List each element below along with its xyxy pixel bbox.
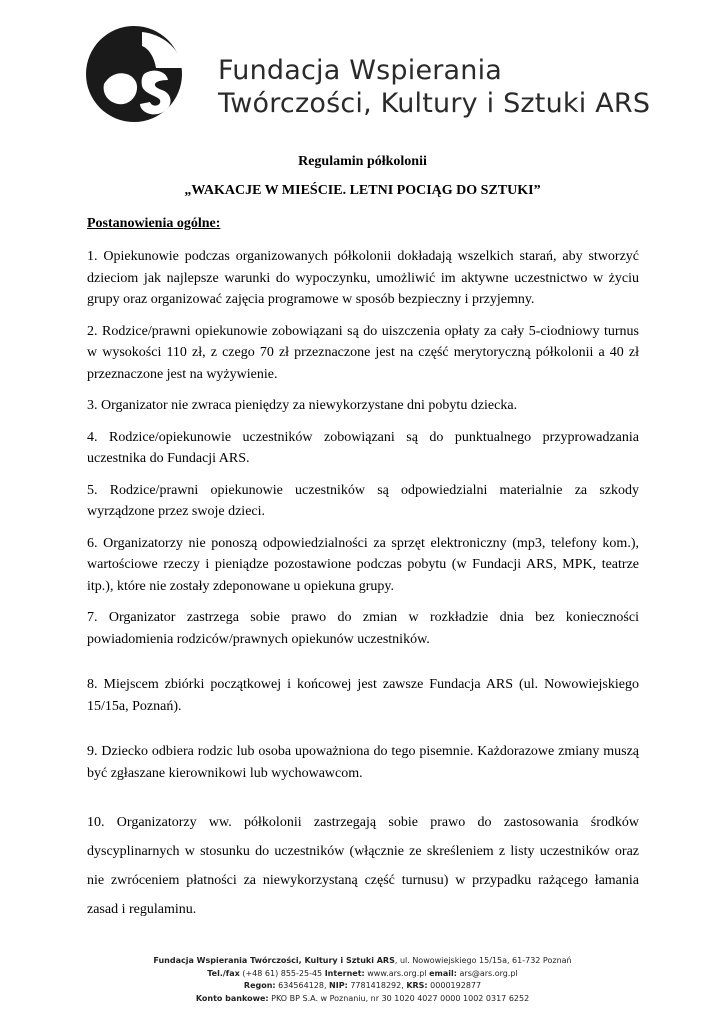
regulation-item: 3. Organizator nie zwraca pieniędzy za niewykorzystane dni pobytu dziecka. xyxy=(87,398,518,413)
regulation-item: 10. Organizatorzy ww. półkolonii zastrzegają sobie prawo do zastosowania środków dyscyplinarnych w stosunku do uczestników (włącznie ze skreśleniem z listy uczestników oraz nie zwróceniem płatności za niewykorzystaną część turnusu) w przypadku rażącego łamania zasad i regulaminu. xyxy=(87,815,639,917)
regulations-list xyxy=(87,246,639,934)
regulation-item: 2. Rodzice/prawni opiekunowie zobowiązani są do uiszczenia opłaty za cały 5-ciodniowy turnus w wysokości 110 zł, z czego 70 zł przeznaczone jest na część merytoryczną półkolonii a 40 zł przeznaczone jest na wyżywienie. xyxy=(87,323,639,382)
regulation-item: 1. Opiekunowie podczas organizowanych półkolonii dokładają wszelkich starań, aby stworzyć dzieciom jak najlepsze warunki do wypoczynku, umożliwić im aktywne uczestnictwo w życiu grupy oraz organizować zajęcia programowe w sposób bezpieczny i przyjemny. xyxy=(87,249,639,307)
regulation-item: 4. Rodzice/opiekunowie uczestników zobowiązani są do punktualnego przyprowadzania uczestnika do Fundacji ARS. xyxy=(87,429,639,466)
regulation-item: 8. Miejscem zbiórki początkowej i końcowej jest zawsze Fundacja ARS (ul. Nowowiejskiego 15/15a, Poznań). xyxy=(87,677,639,714)
section-heading: Postanowienia ogólne: xyxy=(87,216,221,231)
footer-registry-line: Regon: 634564128, NIP: 7781418292, KRS: 0000192877 xyxy=(243,981,482,990)
regulation-item: 5. Rodzice/prawni opiekunowie uczestników są odpowiedzialni materialnie za szkody wyrządzone przez swoje dzieci. xyxy=(87,482,639,519)
document-title: Regulamin półkolonii xyxy=(298,154,427,169)
footer-contact-line: Tel./fax (+48 61) 855-25-45 Internet: www.ars.org.pl email: ars@ars.org.pl xyxy=(207,968,518,978)
footer-address-line: Fundacja Wspierania Twórczości, Kultury i Sztuki ARS, ul. Nowowiejskiego 15/15a, 61-732 Poznań xyxy=(153,956,572,965)
footer-bank-line: Konto bankowe: PKO BP S.A. w Poznaniu, nr 30 1020 4027 0000 1002 0317 6252 xyxy=(195,993,530,1003)
letterhead xyxy=(84,24,664,124)
regulation-item: 6. Organizatorzy nie ponoszą odpowiedzialności za sprzęt elektroniczny (mp3, telefony kom.), wartościowe rzeczy i pieniądze pozostawione podczas pobytu (w Fundacji ARS, MPK, teatrze itp.), które nie zostały zdeponowane u opiekuna grupy. xyxy=(87,535,639,594)
document-subtitle: „WAKACJE W MIEŚCIE. LETNI POCIĄG DO SZTUKI” xyxy=(184,183,541,198)
regulation-item: 9. Dziecko odbiera rodzic lub osoba upoważniona do tego pisemnie. Każdorazowe zmiany muszą być zgłaszane kierownikowi lub wychowawcom. xyxy=(87,744,639,781)
ars-logo xyxy=(84,24,194,124)
footer xyxy=(0,955,725,1005)
org-name-line2: Twórczości, Kultury i Sztuki ARS xyxy=(218,88,651,119)
regulation-item: 7. Organizator zastrzega sobie prawo do zmian w rozkładzie dnia bez konieczności powiadomienia rodziców/prawnych opiekunów uczestników. xyxy=(87,610,639,647)
org-name-line1: Fundacja Wspierania xyxy=(218,55,503,86)
organization-name xyxy=(218,54,650,120)
